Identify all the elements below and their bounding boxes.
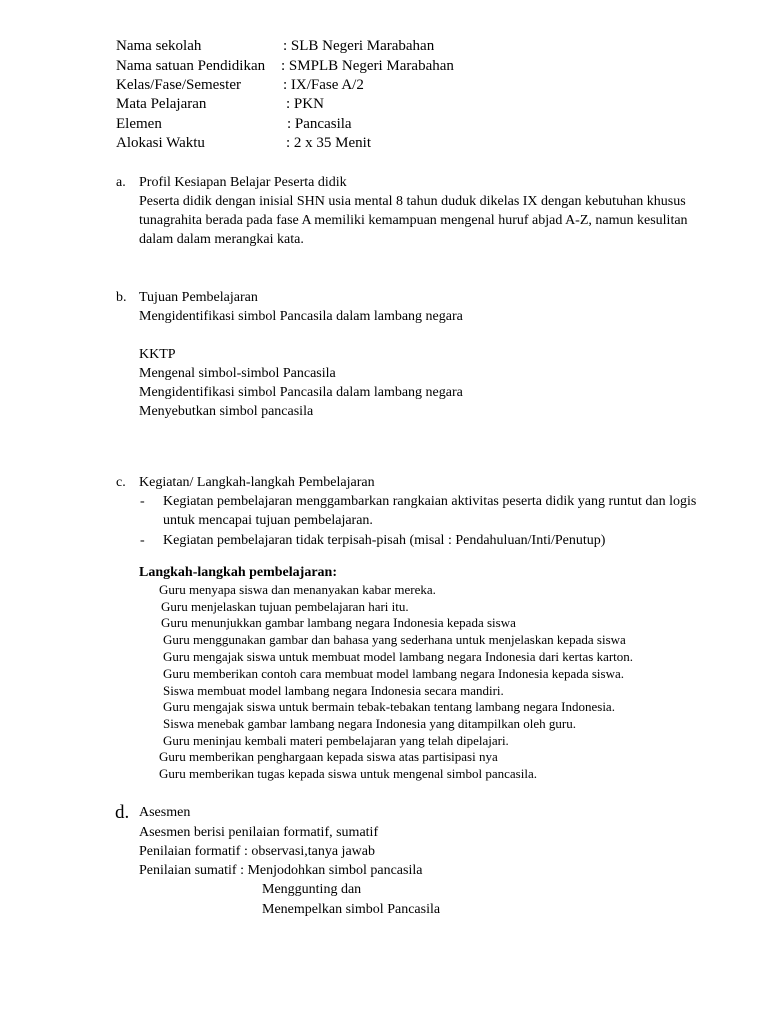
identity-value-subject: : PKN [286,96,324,112]
step-item: Guru menjelaskan tujuan pembelajaran hari itu. [161,599,409,614]
bullet-text: Kegiatan pembelajaran tidak terpisah-pisah (misal : Pendahuluan/Inti/Penutup) [163,533,606,548]
assessment-summative-extra: Menggunting dan [262,882,362,897]
kktp-item: Mengidentifikasi simbol Pancasila dalam lambang negara [139,385,463,400]
identity-label-subject: Mata Pelajaran [116,96,207,112]
section-d-marker: d. [115,802,130,823]
kktp-item: Menyebutkan simbol pancasila [139,404,314,419]
identity-value-element: : Pancasila [287,116,352,132]
section-d-title: Asesmen [139,805,191,820]
section-a-line: tunagrahita berada pada fase A memiliki kemampuan mengenal huruf abjad A-Z, namun kesulitan [139,213,688,228]
step-item: Guru memberikan contoh cara membuat model lambang negara Indonesia kepada siswa. [163,666,624,681]
identity-value-unit: : SMPLB Negeri Marabahan [281,58,454,74]
section-a-line: Peserta didik dengan inisial SHN usia mental 8 tahun duduk dikelas IX dengan kebutuhan khusus [139,194,686,209]
step-item: Guru menyapa siswa dan menanyakan kabar mereka. [159,582,436,597]
step-item: Guru menggunakan gambar dan bahasa yang sederhana untuk menjelaskan kepada siswa [163,632,626,647]
section-a-marker: a. [116,175,126,190]
section-b-marker: b. [116,290,127,305]
steps-title: Langkah-langkah pembelajaran: [139,565,337,580]
step-item: Guru memberikan tugas kepada siswa untuk mengenal simbol pancasila. [159,766,537,781]
identity-label-element: Elemen [116,116,162,132]
assessment-summative-extra: Menempelkan simbol Pancasila [262,902,441,917]
bullet-text: untuk mencapai tujuan pembelajaran. [163,513,373,528]
section-b-goal: Mengidentifikasi simbol Pancasila dalam lambang negara [139,309,463,324]
kktp-title: KKTP [139,347,176,362]
section-a-title: Profil Kesiapan Belajar Peserta didik [139,175,347,190]
assessment-line: Asesmen berisi penilaian formatif, sumatif [139,825,379,840]
identity-label-class: Kelas/Fase/Semester [116,77,241,93]
step-item: Siswa menebak gambar lambang negara Indonesia yang ditampilkan oleh guru. [163,716,576,731]
identity-value-class: : IX/Fase A/2 [283,77,364,93]
section-a-line: dalam dalam merangkai kata. [139,232,304,247]
assessment-formative: Penilaian formatif : observasi,tanya jawab [139,844,375,859]
step-item: Guru mengajak siswa untuk bermain tebak-tebakan tentang lambang negara Indonesia. [163,699,615,714]
identity-label-time: Alokasi Waktu [116,135,205,151]
section-c-marker: c. [116,475,126,490]
assessment-summative: Penilaian sumatif : Menjodohkan simbol pancasila [139,863,423,878]
step-item: Guru menunjukkan gambar lambang negara Indonesia kepada siswa [161,615,516,630]
section-b-title: Tujuan Pembelajaran [139,290,258,305]
step-item: Guru meninjau kembali materi pembelajaran yang telah dipelajari. [163,733,509,748]
bullet-text: Kegiatan pembelajaran menggambarkan rangkaian aktivitas peserta didik yang runtut dan logis [163,494,697,509]
identity-value-school: : SLB Negeri Marabahan [283,38,435,54]
kktp-item: Mengenal simbol-simbol Pancasila [139,366,336,381]
identity-value-time: : 2 x 35 Menit [286,135,371,151]
step-item: Guru memberikan penghargaan kepada siswa atas partisipasi nya [159,749,498,764]
bullet-dash: - [140,494,145,509]
step-item: Guru mengajak siswa untuk membuat model lambang negara Indonesia dari kertas karton. [163,649,634,664]
step-item: Siswa membuat model lambang negara Indonesia secara mandiri. [163,683,504,698]
identity-label-school: Nama sekolah [116,38,202,54]
bullet-dash: - [140,533,145,548]
section-c-title: Kegiatan/ Langkah-langkah Pembelajaran [139,475,375,490]
identity-label-unit: Nama satuan Pendidikan [116,58,266,74]
